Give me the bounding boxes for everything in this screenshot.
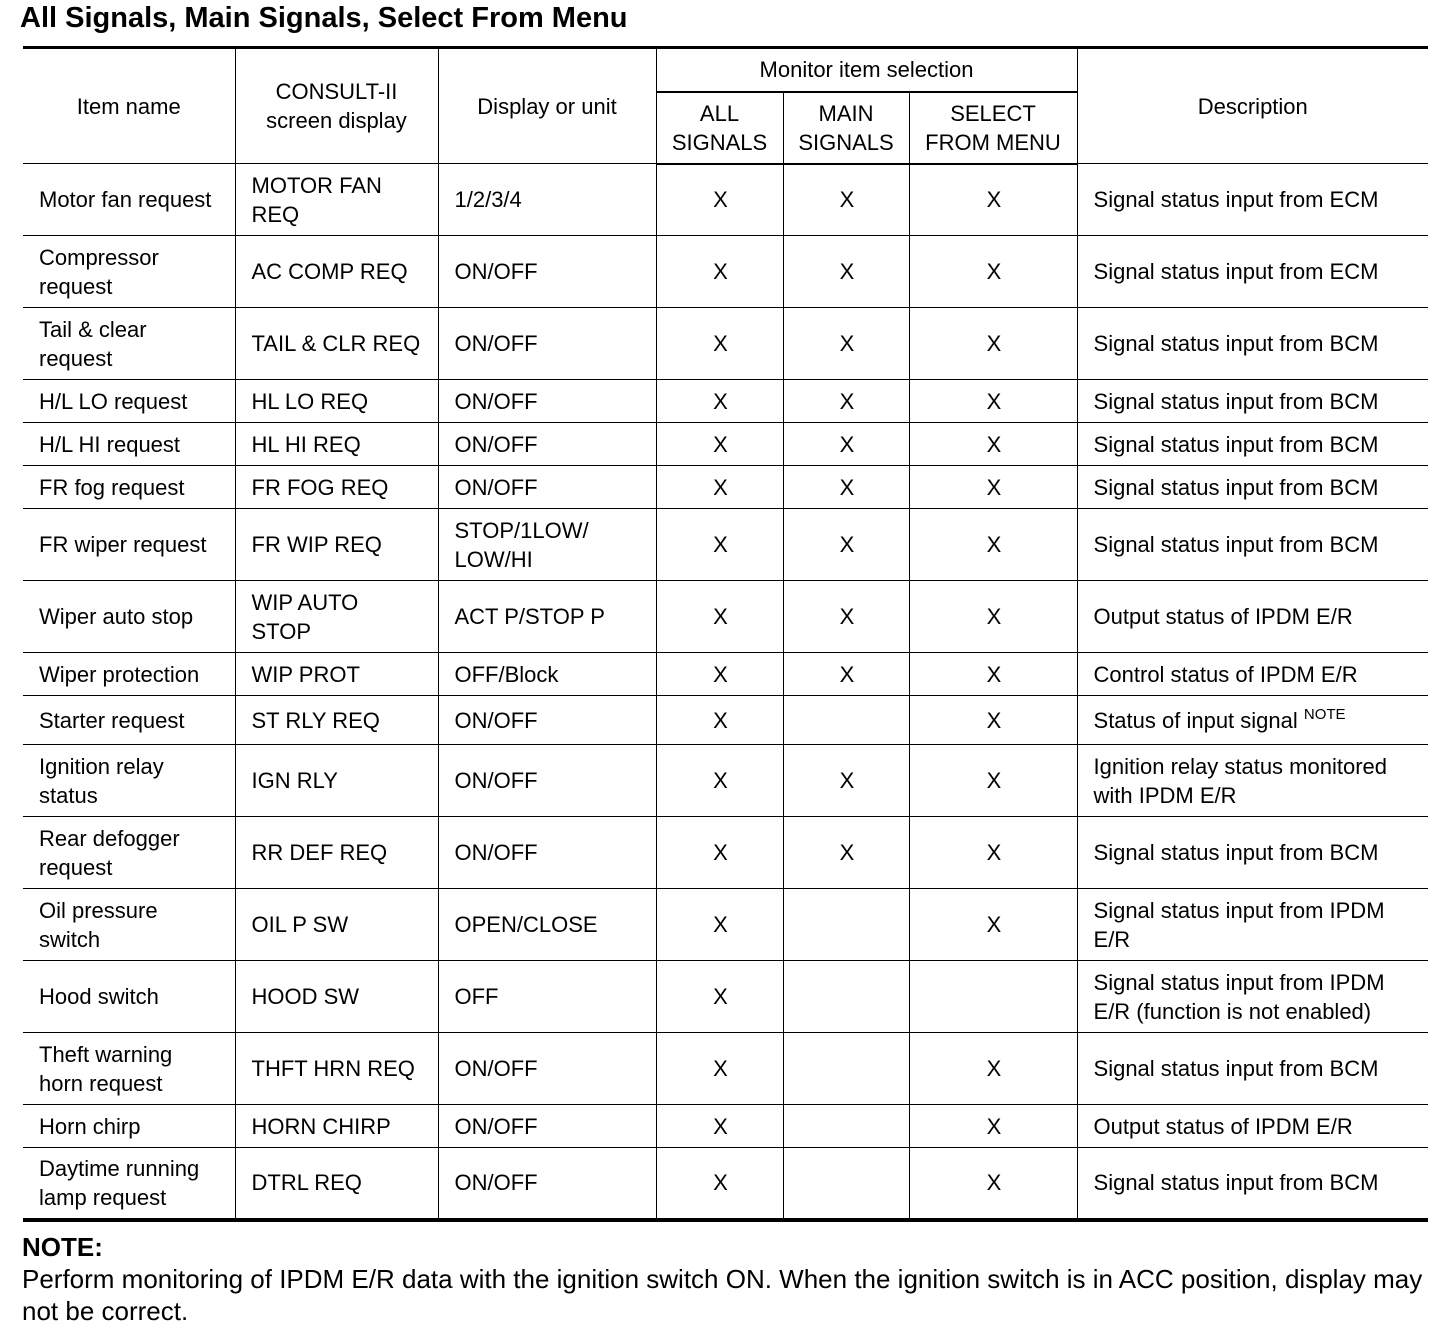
all-signals-mark: X	[656, 1033, 783, 1105]
main-signals-mark: X	[783, 380, 909, 423]
consult-display-cell: MOTOR FAN REQ	[235, 164, 438, 236]
select-menu-mark: X	[909, 423, 1077, 466]
unit-cell: ON/OFF	[438, 745, 656, 817]
signals-table	[23, 46, 1428, 1222]
unit-cell: ON/OFF	[438, 308, 656, 380]
select-menu-mark	[909, 961, 1077, 1033]
main-signals-mark	[783, 889, 909, 961]
unit-cell: ON/OFF	[438, 380, 656, 423]
unit-cell: ON/OFF	[438, 236, 656, 308]
all-signals-mark: X	[656, 308, 783, 380]
select-menu-mark: X	[909, 745, 1077, 817]
header-all-signals: ALL SIGNALS	[656, 92, 783, 164]
main-signals-mark: X	[783, 164, 909, 236]
description-cell: Signal status input from IPDM E/R (function is not enabled)	[1077, 961, 1428, 1033]
select-menu-mark: X	[909, 308, 1077, 380]
unit-cell: OFF	[438, 961, 656, 1033]
select-menu-mark: X	[909, 1033, 1077, 1105]
select-menu-mark: X	[909, 817, 1077, 889]
main-signals-mark	[783, 696, 909, 745]
item-name-cell: Horn chirp	[23, 1105, 235, 1148]
unit-cell: ON/OFF	[438, 466, 656, 509]
unit-cell: STOP/1LOW/ LOW/HI	[438, 509, 656, 581]
all-signals-mark: X	[656, 581, 783, 653]
unit-cell: ACT P/STOP P	[438, 581, 656, 653]
consult-display-cell: HORN CHIRP	[235, 1105, 438, 1148]
item-name-cell: FR wiper request	[23, 509, 235, 581]
main-signals-mark: X	[783, 653, 909, 696]
table-row	[23, 236, 1428, 308]
unit-cell: ON/OFF	[438, 696, 656, 745]
table-row	[23, 696, 1428, 745]
unit-cell: ON/OFF	[438, 817, 656, 889]
note-text: Perform monitoring of IPDM E/R data with the ignition switch ON. When the ignition switch is in ACC position, display may not be correct.	[22, 1264, 1423, 1326]
item-name-cell: Compressor request	[23, 236, 235, 308]
consult-display-cell: AC COMP REQ	[235, 236, 438, 308]
header-display-unit: Display or unit	[438, 48, 656, 164]
note-heading: NOTE:	[22, 1232, 103, 1262]
table-row	[23, 1148, 1428, 1220]
select-menu-mark: X	[909, 164, 1077, 236]
item-name-cell: Rear defogger request	[23, 817, 235, 889]
consult-display-cell: OIL P SW	[235, 889, 438, 961]
header-row	[23, 48, 1428, 92]
description-cell: Signal status input from BCM	[1077, 466, 1428, 509]
consult-display-cell: DTRL REQ	[235, 1148, 438, 1220]
all-signals-mark: X	[656, 889, 783, 961]
table-row	[23, 1105, 1428, 1148]
item-name-cell: Wiper auto stop	[23, 581, 235, 653]
main-signals-mark	[783, 1148, 909, 1220]
main-signals-mark: X	[783, 745, 909, 817]
all-signals-mark: X	[656, 1148, 783, 1220]
table-row	[23, 1033, 1428, 1105]
item-name-cell: Starter request	[23, 696, 235, 745]
table-row	[23, 889, 1428, 961]
main-signals-mark: X	[783, 817, 909, 889]
table-row	[23, 466, 1428, 509]
all-signals-mark: X	[656, 1105, 783, 1148]
unit-cell: ON/OFF	[438, 1105, 656, 1148]
main-signals-mark: X	[783, 509, 909, 581]
all-signals-mark: X	[656, 745, 783, 817]
main-signals-mark: X	[783, 236, 909, 308]
consult-display-cell: WIP AUTO STOP	[235, 581, 438, 653]
header-main-signals: MAIN SIGNALS	[783, 92, 909, 164]
all-signals-mark: X	[656, 696, 783, 745]
table-row	[23, 817, 1428, 889]
consult-display-cell: FR FOG REQ	[235, 466, 438, 509]
description-cell: Signal status input from BCM	[1077, 380, 1428, 423]
all-signals-mark: X	[656, 423, 783, 466]
table-row	[23, 961, 1428, 1033]
header-item-name: Item name	[23, 48, 235, 164]
table-row	[23, 308, 1428, 380]
select-menu-mark: X	[909, 236, 1077, 308]
select-menu-mark: X	[909, 1105, 1077, 1148]
page-title: All Signals, Main Signals, Select From Menu	[20, 2, 628, 34]
description-cell: Signal status input from BCM	[1077, 1148, 1428, 1220]
item-name-cell: Hood switch	[23, 961, 235, 1033]
consult-display-cell: ST RLY REQ	[235, 696, 438, 745]
select-menu-mark: X	[909, 889, 1077, 961]
all-signals-mark: X	[656, 164, 783, 236]
header-consult-display: CONSULT-II screen display	[235, 48, 438, 164]
table-row	[23, 164, 1428, 236]
description-text: Status of input signal	[1093, 707, 1298, 733]
consult-display-cell: FR WIP REQ	[235, 509, 438, 581]
consult-display-cell: TAIL & CLR REQ	[235, 308, 438, 380]
header-description: Description	[1077, 48, 1428, 164]
item-name-cell: Ignition relay status	[23, 745, 235, 817]
unit-cell: ON/OFF	[438, 1148, 656, 1220]
all-signals-mark: X	[656, 509, 783, 581]
main-signals-mark: X	[783, 423, 909, 466]
unit-cell: 1/2/3/4	[438, 164, 656, 236]
all-signals-mark: X	[656, 961, 783, 1033]
main-signals-mark: X	[783, 466, 909, 509]
select-menu-mark: X	[909, 1148, 1077, 1220]
description-cell: Ignition relay status monitored with IPDM E/R	[1077, 745, 1428, 817]
description-cell: Output status of IPDM E/R	[1077, 1105, 1428, 1148]
item-name-cell: Daytime running lamp request	[23, 1148, 235, 1220]
consult-display-cell: HL HI REQ	[235, 423, 438, 466]
description-cell: Signal status input from BCM	[1077, 1033, 1428, 1105]
header-select-from-menu: SELECT FROM MENU	[909, 92, 1077, 164]
description-cell: Signal status input from BCM	[1077, 308, 1428, 380]
select-menu-mark: X	[909, 653, 1077, 696]
description-cell: Signal status input from BCM	[1077, 423, 1428, 466]
item-name-cell: Tail & clear request	[23, 308, 235, 380]
main-signals-mark: X	[783, 308, 909, 380]
item-name-cell: Motor fan request	[23, 164, 235, 236]
consult-display-cell: HL LO REQ	[235, 380, 438, 423]
item-name-cell: Oil pressure switch	[23, 889, 235, 961]
main-signals-mark	[783, 1105, 909, 1148]
main-signals-mark	[783, 1033, 909, 1105]
unit-cell: ON/OFF	[438, 423, 656, 466]
table-row	[23, 653, 1428, 696]
description-cell: Control status of IPDM E/R	[1077, 653, 1428, 696]
header-monitor-selection: Monitor item selection	[656, 48, 1077, 92]
description-cell: Signal status input from BCM	[1077, 817, 1428, 889]
table-row	[23, 423, 1428, 466]
table-row	[23, 380, 1428, 423]
note-superscript: NOTE	[1303, 705, 1346, 723]
consult-display-cell: HOOD SW	[235, 961, 438, 1033]
consult-display-cell: RR DEF REQ	[235, 817, 438, 889]
all-signals-mark: X	[656, 653, 783, 696]
description-cell: Signal status input from ECM	[1077, 236, 1428, 308]
all-signals-mark: X	[656, 236, 783, 308]
description-cell: Output status of IPDM E/R	[1077, 581, 1428, 653]
description-cell: Signal status input from ECM	[1077, 164, 1428, 236]
main-signals-mark: X	[783, 581, 909, 653]
unit-cell: OFF/Block	[438, 653, 656, 696]
table-row	[23, 745, 1428, 817]
consult-display-cell: WIP PROT	[235, 653, 438, 696]
consult-display-cell: IGN RLY	[235, 745, 438, 817]
description-cell: Signal status input from IPDM E/R	[1077, 889, 1428, 961]
item-name-cell: FR fog request	[23, 466, 235, 509]
select-menu-mark: X	[909, 509, 1077, 581]
main-signals-mark	[783, 961, 909, 1033]
table-row	[23, 509, 1428, 581]
unit-cell: ON/OFF	[438, 1033, 656, 1105]
select-menu-mark: X	[909, 696, 1077, 745]
all-signals-mark: X	[656, 817, 783, 889]
select-menu-mark: X	[909, 380, 1077, 423]
select-menu-mark: X	[909, 581, 1077, 653]
description-cell: Signal status input from BCM	[1077, 509, 1428, 581]
table-row	[23, 581, 1428, 653]
item-name-cell: Theft warning horn request	[23, 1033, 235, 1105]
item-name-cell: Wiper protection	[23, 653, 235, 696]
select-menu-mark: X	[909, 466, 1077, 509]
all-signals-mark: X	[656, 380, 783, 423]
unit-cell: OPEN/CLOSE	[438, 889, 656, 961]
consult-display-cell: THFT HRN REQ	[235, 1033, 438, 1105]
description-cell	[1077, 696, 1428, 745]
all-signals-mark: X	[656, 466, 783, 509]
item-name-cell: H/L LO request	[23, 380, 235, 423]
item-name-cell: H/L HI request	[23, 423, 235, 466]
